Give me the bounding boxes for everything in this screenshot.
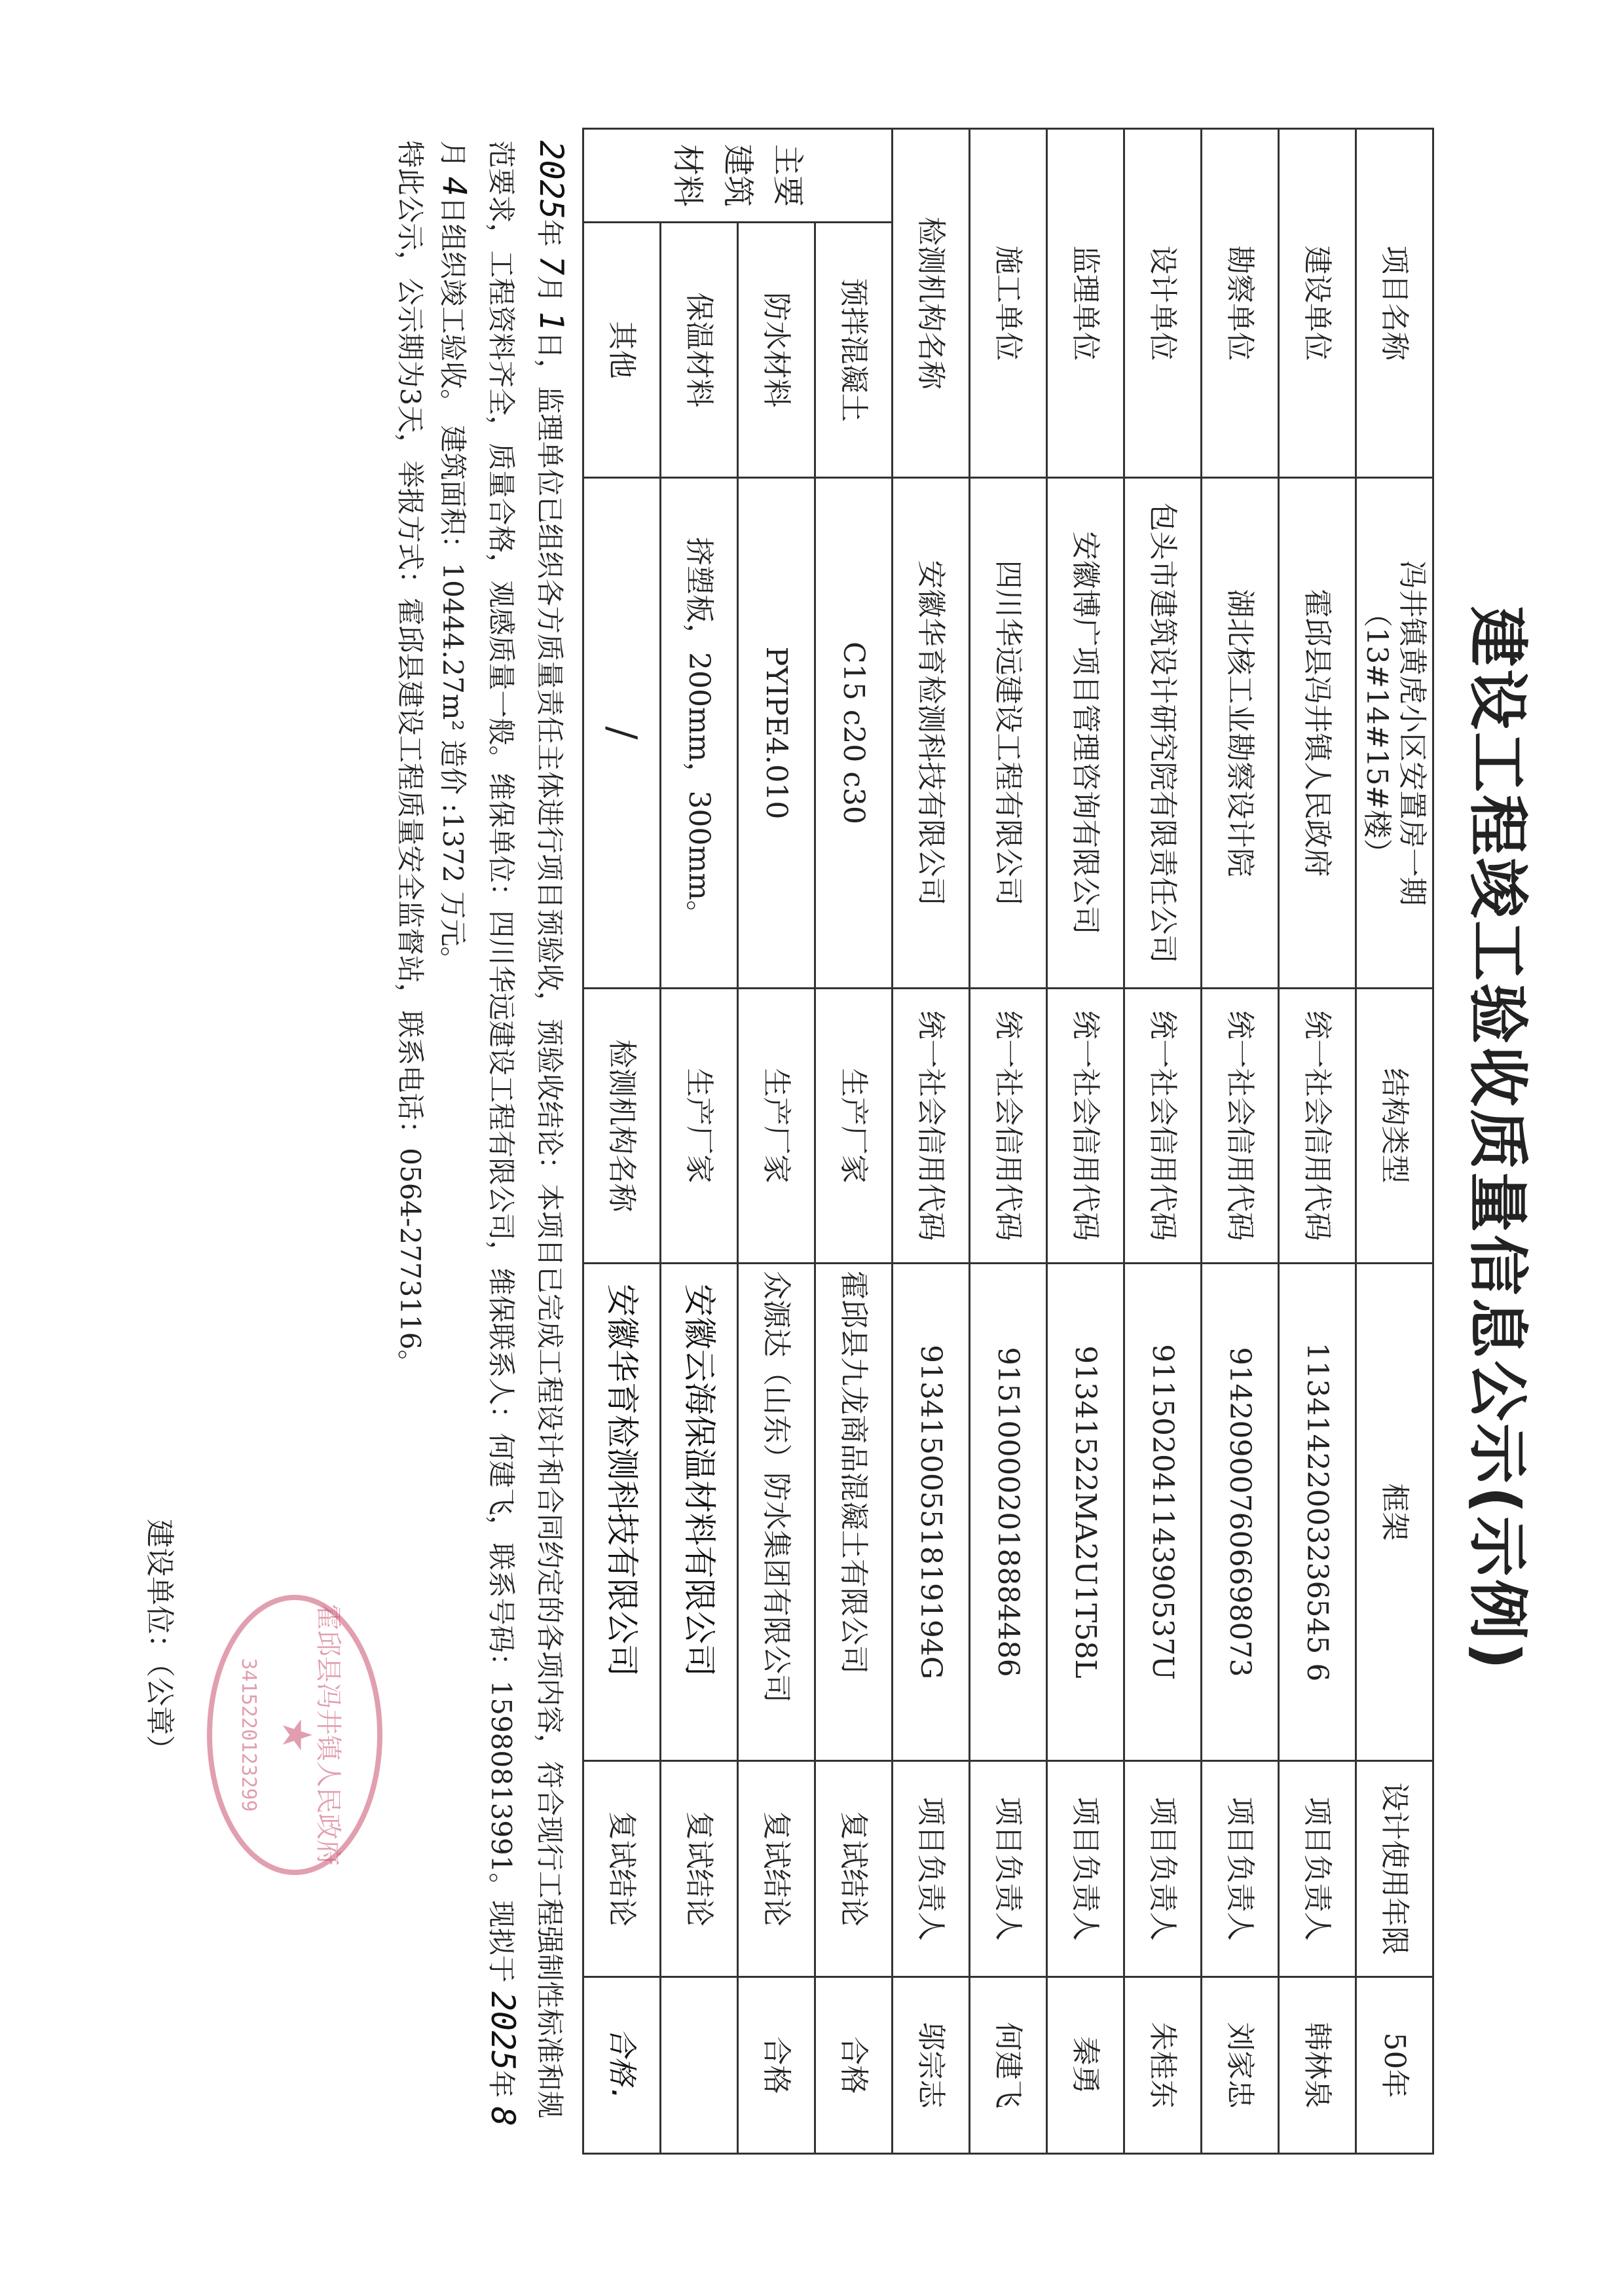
design-unit-label: 设计单位 xyxy=(1124,129,1201,478)
table-row xyxy=(1201,129,1278,2154)
material-producer-label: 检测机构名称 xyxy=(583,989,660,1264)
material-producer-handwritten: 安徽云海保温材料有限公司 xyxy=(660,1264,737,1761)
structure-type-value: 框架 xyxy=(1356,1264,1433,1761)
notice-row xyxy=(275,129,583,2154)
material-producer-label: 生产厂家 xyxy=(660,989,737,1264)
credit-code-label: 统一社会信用代码 xyxy=(1124,989,1201,1264)
design-unit-leader: 朱桂东 xyxy=(1124,1977,1201,2154)
testing-org-code: 91341500551819194G xyxy=(892,1264,969,1761)
material-spec: C15 c20 c30 xyxy=(815,478,892,989)
builder-stamp: （公章） xyxy=(143,1663,176,1764)
leader-label: 项目负责人 xyxy=(1124,1761,1201,1977)
construction-unit-leader: 何建飞 xyxy=(969,1977,1046,2154)
credit-code-label: 统一社会信用代码 xyxy=(1201,989,1278,1264)
material-result: 合格 xyxy=(815,1977,892,2154)
info-table xyxy=(275,128,1434,2155)
credit-code-label: 统一社会信用代码 xyxy=(892,989,969,1264)
table-row xyxy=(583,129,660,2154)
notice-text-3: 日，监理单位已组织各方质量责任主体进行项目预验收，预验收结论：本项目已完成工程设计和合同约定的各项内容，符合现行工程强制性标准和规范要求，工程资料齐全，质量合格，观感质量一般。维保单位：四川华远建设工程有限公司，维保联系人：何建飞，联系号码：15980813991。现拟于 xyxy=(485,140,566,2119)
seal-code: 3415220123299 xyxy=(237,1658,260,1812)
material-result-handwritten: 合格. xyxy=(583,1977,660,2154)
plan-year: 2025 xyxy=(483,1991,522,2071)
leader-label: 项目负责人 xyxy=(892,1761,969,1977)
survey-unit-value: 湖北核工业勘察设计院 xyxy=(1201,478,1278,989)
table-row xyxy=(1278,129,1356,2154)
table-row xyxy=(737,129,815,2154)
testing-org-value: 安徽华育检测科技有限公司 xyxy=(892,478,969,989)
build-unit-value: 霍邱县冯井镇人民政府 xyxy=(1278,478,1356,989)
notice-text-2: 月 xyxy=(533,275,566,303)
build-unit-label: 建设单位 xyxy=(1278,129,1356,478)
structure-type-label: 结构类型 xyxy=(1356,989,1433,1264)
notice-text-2b: 月 xyxy=(436,140,469,168)
leader-label: 项目负责人 xyxy=(1046,1761,1124,1977)
builder-signature xyxy=(141,1519,183,1764)
material-producer: 霍邱县九龙商品混凝土有限公司 xyxy=(815,1264,892,1761)
material-result: 合格 xyxy=(737,1977,815,2154)
notice-date-month: 7 xyxy=(532,255,570,276)
cost-value: 1372 万元。 xyxy=(436,812,469,974)
credit-code-label: 统一社会信用代码 xyxy=(1278,989,1356,1264)
project-name-value: 冯井镇黄虎小区安置房一期（13#14#15#楼） xyxy=(1356,478,1433,989)
notice-text-1b: 年 xyxy=(485,2070,517,2098)
material-spec: 挤塑板，200mm，300mm。 xyxy=(660,478,737,989)
leader-label: 项目负责人 xyxy=(1201,1761,1278,1977)
build-unit-code: 11341422003236545 6 xyxy=(1278,1264,1356,1761)
material-name: 预拌混凝土 xyxy=(815,223,892,478)
design-life-label: 设计使用年限 xyxy=(1356,1761,1433,1977)
leader-label: 项目负责人 xyxy=(1278,1761,1356,1977)
plan-day: 4 xyxy=(435,176,473,196)
construction-unit-code: 915100002018884486 xyxy=(969,1264,1046,1761)
table-row xyxy=(1046,129,1124,2154)
design-life-value: 50年 xyxy=(1356,1977,1433,2154)
page-title: 建设工程竣工验收质量信息公示(示例) xyxy=(1462,606,1532,1673)
supervision-unit-label: 监理单位 xyxy=(1046,129,1124,478)
materials-label: 主要建筑材料 xyxy=(583,129,892,223)
material-producer: 众源达（山东）防水集团有限公司 xyxy=(737,1264,815,1761)
credit-code-label: 统一社会信用代码 xyxy=(969,989,1046,1264)
material-producer-label: 生产厂家 xyxy=(815,989,892,1264)
testing-org-leader: 邬宗志 xyxy=(892,1977,969,2154)
seal-text: 霍邱县冯井镇人民政府 xyxy=(313,1604,343,1866)
material-result xyxy=(660,1977,737,2154)
design-unit-value: 包头市建筑设计研究院有限责任公司 xyxy=(1124,478,1201,989)
construction-unit-label: 施工单位 xyxy=(969,129,1046,478)
table-row xyxy=(969,129,1046,2154)
notice-date-year: 2025 xyxy=(532,140,570,219)
material-name: 防水材料 xyxy=(737,223,815,478)
build-unit-leader: 韩林泉 xyxy=(1278,1977,1356,2154)
builder-label: 建设单位： xyxy=(143,1519,176,1663)
retest-label: 复试结论 xyxy=(660,1761,737,1977)
notice-text-1: 年 xyxy=(533,219,566,247)
survey-unit-label: 勘察单位 xyxy=(1201,129,1278,478)
material-name: 保温材料 xyxy=(660,223,737,478)
table-row xyxy=(815,129,892,2154)
design-unit-code: 91150204114390537U xyxy=(1124,1264,1201,1761)
table-row xyxy=(660,129,737,2154)
material-name: 其他 xyxy=(583,223,660,478)
retest-label: 复试结论 xyxy=(737,1761,815,1977)
retest-label: 复试结论 xyxy=(583,1761,660,1977)
notice-date-day: 1 xyxy=(532,311,570,331)
project-name-label: 项目名称 xyxy=(1356,129,1433,478)
material-spec: / xyxy=(583,478,660,989)
material-spec: PYIPE4.010 xyxy=(737,478,815,989)
material-producer-label: 生产厂家 xyxy=(737,989,815,1264)
closing-text: 特此公示，公示期为3天，举报方式：霍邱县建设工程质量安全监督站，联系电话：0564-2773116。 xyxy=(394,140,426,1377)
notice-text-4: 日组织竣工验收。 xyxy=(436,196,469,416)
cost-label: 造价 : xyxy=(436,739,469,813)
supervision-unit-value: 安徽博广项目管理咨询有限公司 xyxy=(1046,478,1124,989)
table-row xyxy=(1124,129,1201,2154)
area-value: 10444.27m² xyxy=(436,562,469,731)
testing-org-label: 检测机构名称 xyxy=(892,129,969,478)
supervision-unit-leader: 秦勇 xyxy=(1046,1977,1124,2154)
star-icon: ★ xyxy=(273,1717,321,1753)
table-row xyxy=(1356,129,1433,2154)
leader-label: 项目负责人 xyxy=(969,1761,1046,1977)
survey-unit-leader: 刘家忠 xyxy=(1201,1977,1278,2154)
plan-month: 8 xyxy=(483,2106,522,2126)
supervision-unit-code: 91341522MA2U1T58L xyxy=(1046,1264,1124,1761)
material-producer-handwritten: 安徽华育检测科技有限公司 xyxy=(583,1264,660,1761)
credit-code-label: 统一社会信用代码 xyxy=(1046,989,1124,1264)
notice-text xyxy=(275,129,583,2154)
construction-unit-value: 四川华远建设工程有限公司 xyxy=(969,478,1046,989)
survey-unit-code: 914209007606698073 xyxy=(1201,1264,1278,1761)
area-label: 建筑面积： xyxy=(436,425,469,563)
retest-label: 复试结论 xyxy=(815,1761,892,1977)
table-row xyxy=(892,129,969,2154)
